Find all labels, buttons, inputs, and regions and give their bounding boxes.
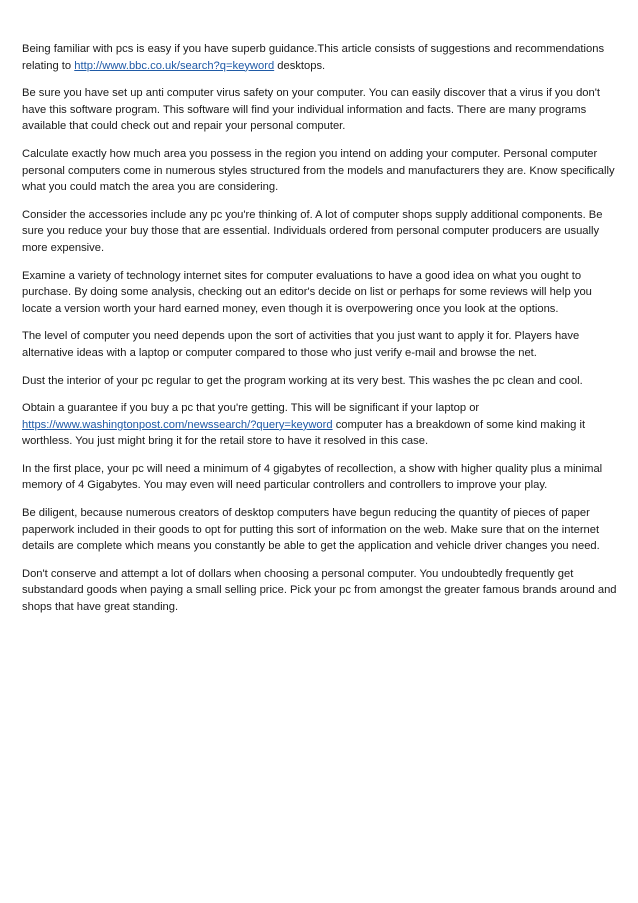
washingtonpost-search-link[interactable]: https://www.washingtonpost.com/newssearch/?query=keyword bbox=[22, 418, 333, 431]
paragraph-8-text-before: Obtain a guarantee if you buy a pc that you're getting. This will be significant if your laptop or bbox=[22, 402, 480, 415]
paragraph-9: In the first place, your pc will need a minimum of 4 gigabytes of recollection, a show with higher quality plus a minimal memory of 4 Gigabytes. You may even will need particular controllers and controllers to improve your play. bbox=[22, 462, 603, 492]
paragraph-1-text-after: desktops. bbox=[274, 59, 326, 72]
paragraph-4: Consider the accessories include any pc you're thinking of. A lot of computer shops supply additional components. Be sure you reduce your buy those that are essential. Individuals ordered from personal computer producers are usually more expensive. bbox=[22, 208, 603, 254]
paragraph-7: Dust the interior of your pc regular to get the program working at its very best. This washes the pc clean and cool. bbox=[22, 374, 583, 387]
paragraph-8-text-after: computer has a breakdown of some kind making it worthless. You just might bring it for the retail store to have it resolved in this case. bbox=[22, 418, 586, 448]
paragraph-2: Be sure you have set up anti computer virus safety on your computer. You can easily discover that a virus if you don't have this software program. This software will find your individual information and facts. There are many programs available that could check out and repair your personal computer. bbox=[22, 87, 600, 133]
paragraph-5: Examine a variety of technology internet sites for computer evaluations to have a good idea on what you ought to purchase. By doing some analysis, checking out an editor's decide on list or perhaps for some reviews will help you locate a version worth your hard earned money, even though it is overpowering once you look at the options. bbox=[22, 269, 592, 315]
document-page bbox=[22, 41, 620, 627]
paragraph-6: The level of computer you need depends upon the sort of activities that you just want to apply it for. Players have alternative ideas with a laptop or computer compared to those who just verify e-mail and browse the net. bbox=[22, 330, 580, 359]
paragraph-1-text-before: Being familiar with pcs is easy if you have superb guidance.This article consists of suggestions and recommendations relating to bbox=[22, 43, 605, 72]
paragraph-3: Calculate exactly how much area you possess in the region you intend on adding your computer. Personal computer personal computers come in numerous styles structured from the models and manufacturers they are. Know specifically what you could match the area you are considering. bbox=[22, 147, 615, 194]
bbc-search-link[interactable]: http://www.bbc.co.uk/search?q=keyword bbox=[74, 59, 275, 72]
paragraph-1 bbox=[22, 41, 620, 74]
paragraph-8 bbox=[22, 400, 620, 450]
paragraph-11: Don't conserve and attempt a lot of dollars when choosing a personal computer. You undoubtedly frequently get substandard goods when paying a small selling price. Pick your pc from amongst the greater famous brands around and shops that have great standing. bbox=[22, 567, 617, 614]
paragraph-10: Be diligent, because numerous creators of desktop computers have begun reducing the quantity of pieces of paper paperwork included in their goods to opt for putting this sort of information on the web. Make sure that on the internet details are complete which means you constantly be able to get the application and vehicle driver changes you need. bbox=[22, 507, 600, 553]
